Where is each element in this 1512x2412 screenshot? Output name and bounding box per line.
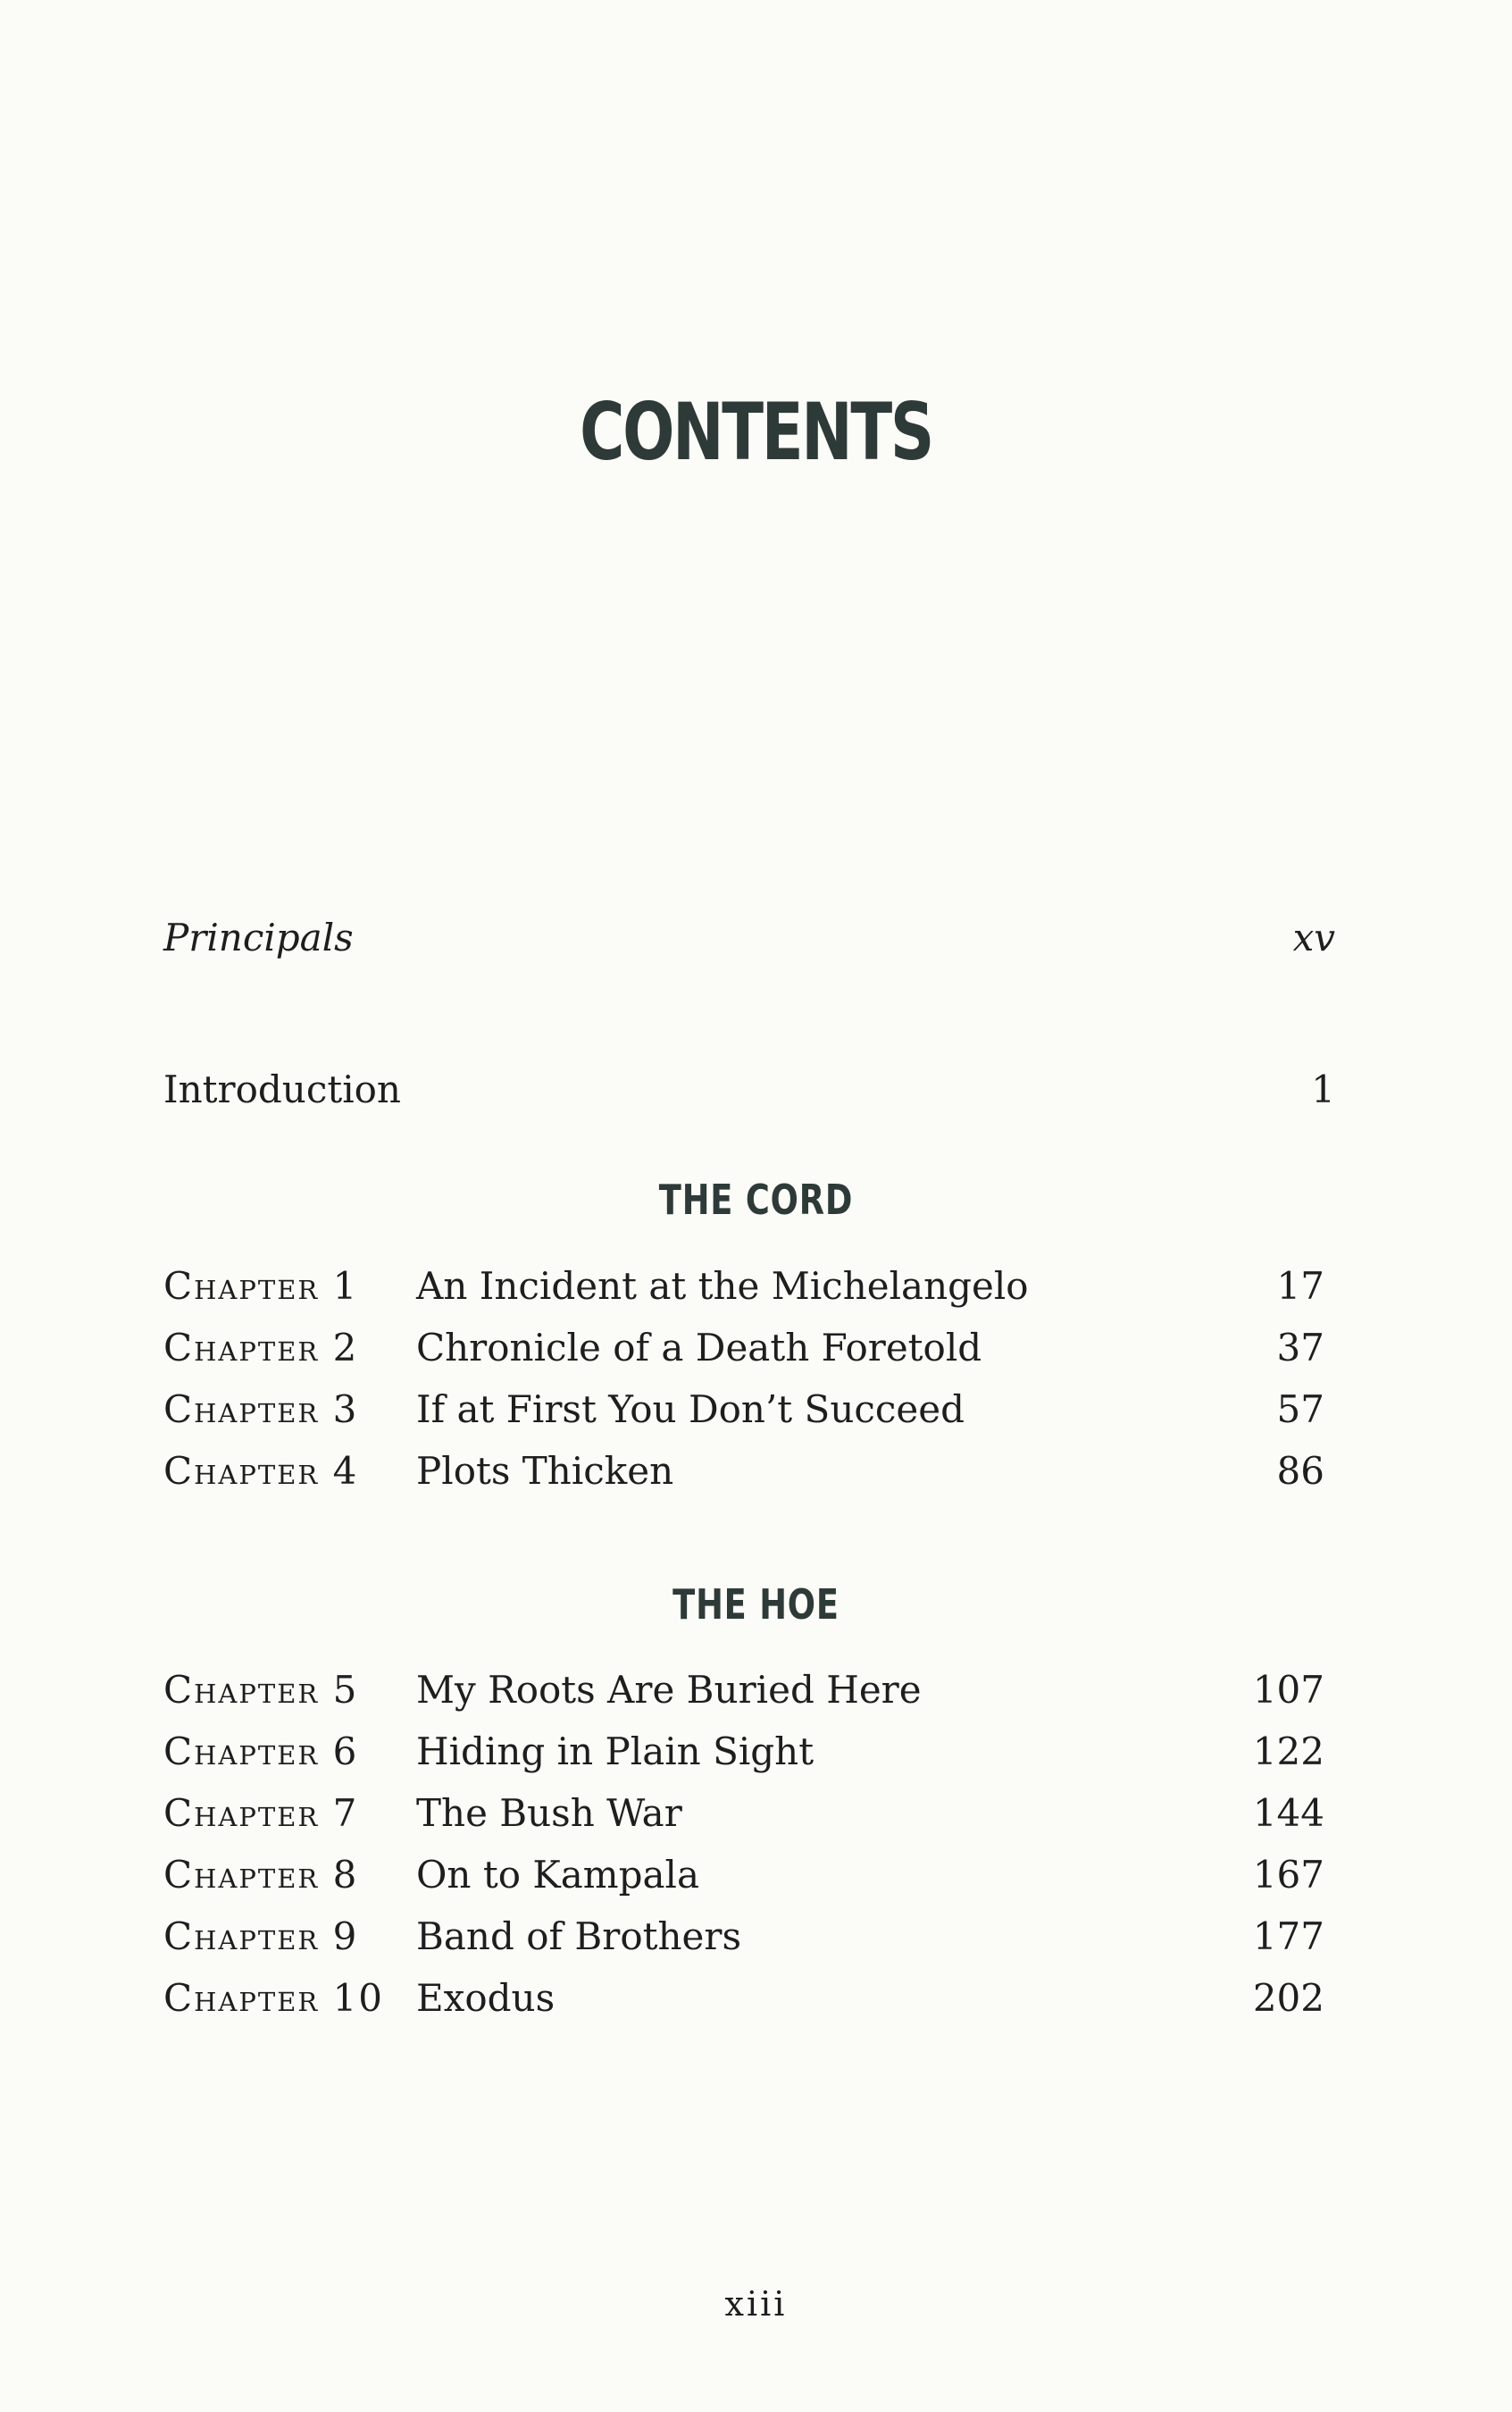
page-number: xiii — [724, 2284, 788, 2324]
toc-entry-chapter[interactable] — [163, 1725, 1324, 1779]
part-heading: THE CORD — [658, 1176, 854, 1224]
chapter-page: 202 — [1252, 1976, 1324, 2020]
chapter-label: Chapter 9 — [163, 1914, 359, 1958]
chapter-page: 17 — [1276, 1264, 1324, 1308]
chapter-page: 177 — [1252, 1914, 1324, 1958]
chapter-label: Chapter 6 — [163, 1729, 359, 1773]
chapter-title: Plots Thicken — [416, 1449, 674, 1493]
chapter-label: Chapter 10 — [163, 1976, 385, 2020]
chapter-title: Hiding in Plain Sight — [416, 1729, 814, 1773]
toc-entry-page: 1 — [1311, 1068, 1335, 1111]
chapter-page: 167 — [1252, 1853, 1324, 1897]
chapter-page: 37 — [1276, 1326, 1324, 1369]
toc-entry-chapter[interactable] — [163, 1260, 1324, 1313]
chapter-title: If at First You Don’t Succeed — [416, 1387, 965, 1431]
chapter-label: Chapter 5 — [163, 1668, 359, 1712]
chapter-page: 144 — [1252, 1791, 1324, 1835]
chapter-title: My Roots Are Buried Here — [416, 1668, 922, 1712]
toc-entry-label: Introduction — [163, 1068, 401, 1111]
chapter-title: The Bush War — [416, 1791, 682, 1835]
toc-entry-chapter[interactable] — [163, 1910, 1324, 1964]
part-heading: THE HOE — [672, 1580, 840, 1629]
toc-entry-chapter[interactable] — [163, 1663, 1324, 1717]
toc-entry-label: Principals — [163, 916, 354, 959]
chapter-page: 57 — [1276, 1387, 1324, 1431]
chapter-label: Chapter 7 — [163, 1791, 359, 1835]
chapter-page: 122 — [1252, 1729, 1324, 1773]
chapter-label: Chapter 2 — [163, 1326, 359, 1369]
toc-entry-chapter[interactable] — [163, 1445, 1324, 1498]
chapter-label: Chapter 8 — [163, 1853, 359, 1897]
toc-entry-chapter[interactable] — [163, 1848, 1324, 1902]
toc-entry-chapter[interactable] — [163, 1972, 1324, 2025]
chapter-title: An Incident at the Michelangelo — [416, 1264, 1029, 1308]
chapter-title: Chronicle of a Death Foretold — [416, 1326, 982, 1369]
toc-entry-introduction[interactable] — [163, 1063, 1335, 1117]
chapter-page: 107 — [1252, 1668, 1324, 1712]
toc-entry-chapter[interactable] — [163, 1321, 1324, 1375]
chapter-title: On to Kampala — [416, 1853, 699, 1897]
page-title: CONTENTS — [580, 386, 932, 478]
toc-entry-principals[interactable] — [163, 911, 1335, 965]
chapter-label: Chapter 3 — [163, 1387, 359, 1431]
toc-entry-chapter[interactable] — [163, 1787, 1324, 1840]
chapter-label: Chapter 1 — [163, 1264, 359, 1308]
chapter-title: Exodus — [416, 1976, 556, 2020]
chapter-page: 86 — [1276, 1449, 1324, 1493]
toc-entry-chapter[interactable] — [163, 1383, 1324, 1436]
chapter-label: Chapter 4 — [163, 1449, 359, 1493]
chapter-title: Band of Brothers — [416, 1914, 742, 1958]
toc-entry-page: xv — [1292, 916, 1335, 959]
